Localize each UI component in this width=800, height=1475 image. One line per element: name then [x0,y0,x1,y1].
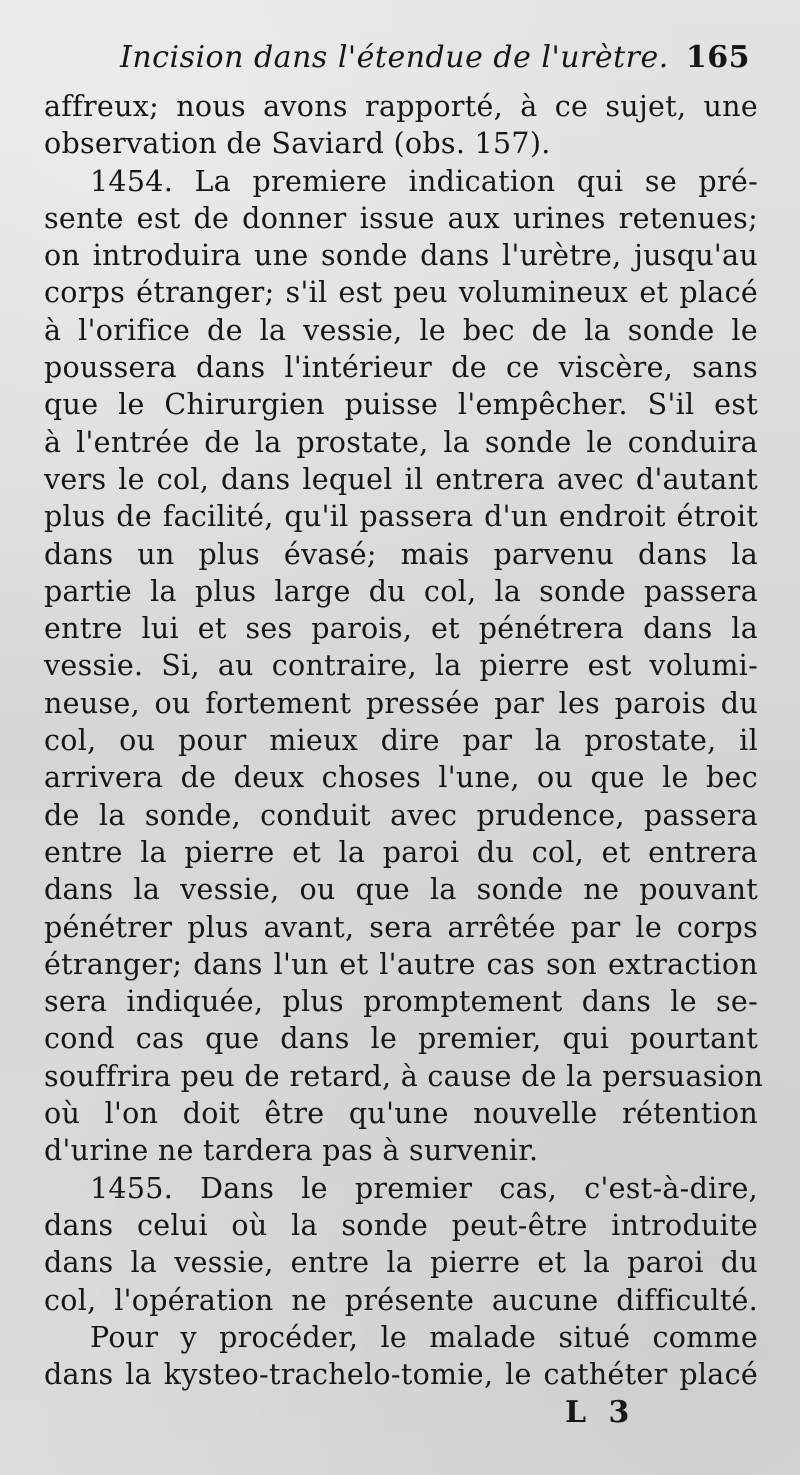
text-line: pénétrer plus avant, sera arrêtée par le corps [44,910,758,944]
text-line: souffrira peu de retard, à cause de la persuasion [44,1059,764,1093]
text-line: entre lui et ses parois, et pénétrera dans la [44,612,758,646]
text-line: cond cas que dans le premier, qui pourtant [44,1022,758,1056]
text-line: dans un plus évasé; mais parvenu dans la [44,537,758,571]
signature-mark: L 3 [565,1395,636,1430]
text-line: dans la vessie, ou que la sonde ne pouvant [44,873,758,907]
page-number: 165 [685,40,750,75]
text-line: que le Chirurgien puisse l'empêcher. S'il est [44,388,758,422]
text-line: de la sonde, conduit avec prudence, passera [44,798,758,832]
running-title: Incision dans l'étendue de l'urètre. [120,40,669,75]
text-line: entre la pierre et la paroi du col, et entrera [44,835,758,869]
text-line: plus de facilité, qu'il passera d'un endroit étroit [44,500,758,534]
text-line: sera indiquée, plus promptement dans le se- [44,985,758,1019]
text-line: on introduira une sonde dans l'urètre, jusqu'au [44,239,758,273]
text-line: arrivera de deux choses l'une, ou que le bec [44,761,758,795]
text-line: col, l'opération ne présente aucune difficulté. [44,1283,758,1317]
text-line: d'urine ne tardera pas à survenir. [44,1134,539,1168]
text-line: sente est de donner issue aux urines retenues; [44,201,758,235]
text-line: dans la kysteo-trachelo-tomie, le cathéter placé [44,1358,758,1392]
text-line: étranger; dans l'un et l'autre cas son extraction [44,947,758,981]
text-line: où l'on doit être qu'une nouvelle rétention [44,1097,758,1131]
running-header [120,40,750,90]
text-line: à l'entrée de la prostate, la sonde le conduira [44,425,758,459]
text-line: neuse, ou fortement pressée par les parois du [44,686,758,720]
text-line: partie la plus large du col, la sonde passera [44,574,758,608]
text-line: dans la vessie, entre la pierre et la paroi du [44,1246,758,1280]
body-text [44,88,764,1393]
text-line: observation de Saviard (obs. 157). [44,127,551,161]
text-line: dans celui où la sonde peut-être introduite [44,1208,758,1242]
text-line: vessie. Si, au contraire, la pierre est volumi- [44,649,758,683]
text-line: 1455. Dans le premier cas, c'est-à-dire, [90,1171,758,1205]
text-line: 1454. La premiere indication qui se pré- [90,164,758,198]
text-line: col, ou pour mieux dire par la prostate, il [44,724,758,758]
text-line: Pour y procéder, le malade situé comme [90,1320,758,1354]
text-line: à l'orifice de la vessie, le bec de la sonde le [44,313,758,347]
text-line: vers le col, dans lequel il entrera avec d'autant [44,462,758,496]
text-line: corps étranger; s'il est peu volumineux et placé [44,276,758,310]
text-line: affreux; nous avons rapporté, à ce sujet, une [44,90,758,123]
text-line: poussera dans l'intérieur de ce viscère, sans [44,351,758,385]
